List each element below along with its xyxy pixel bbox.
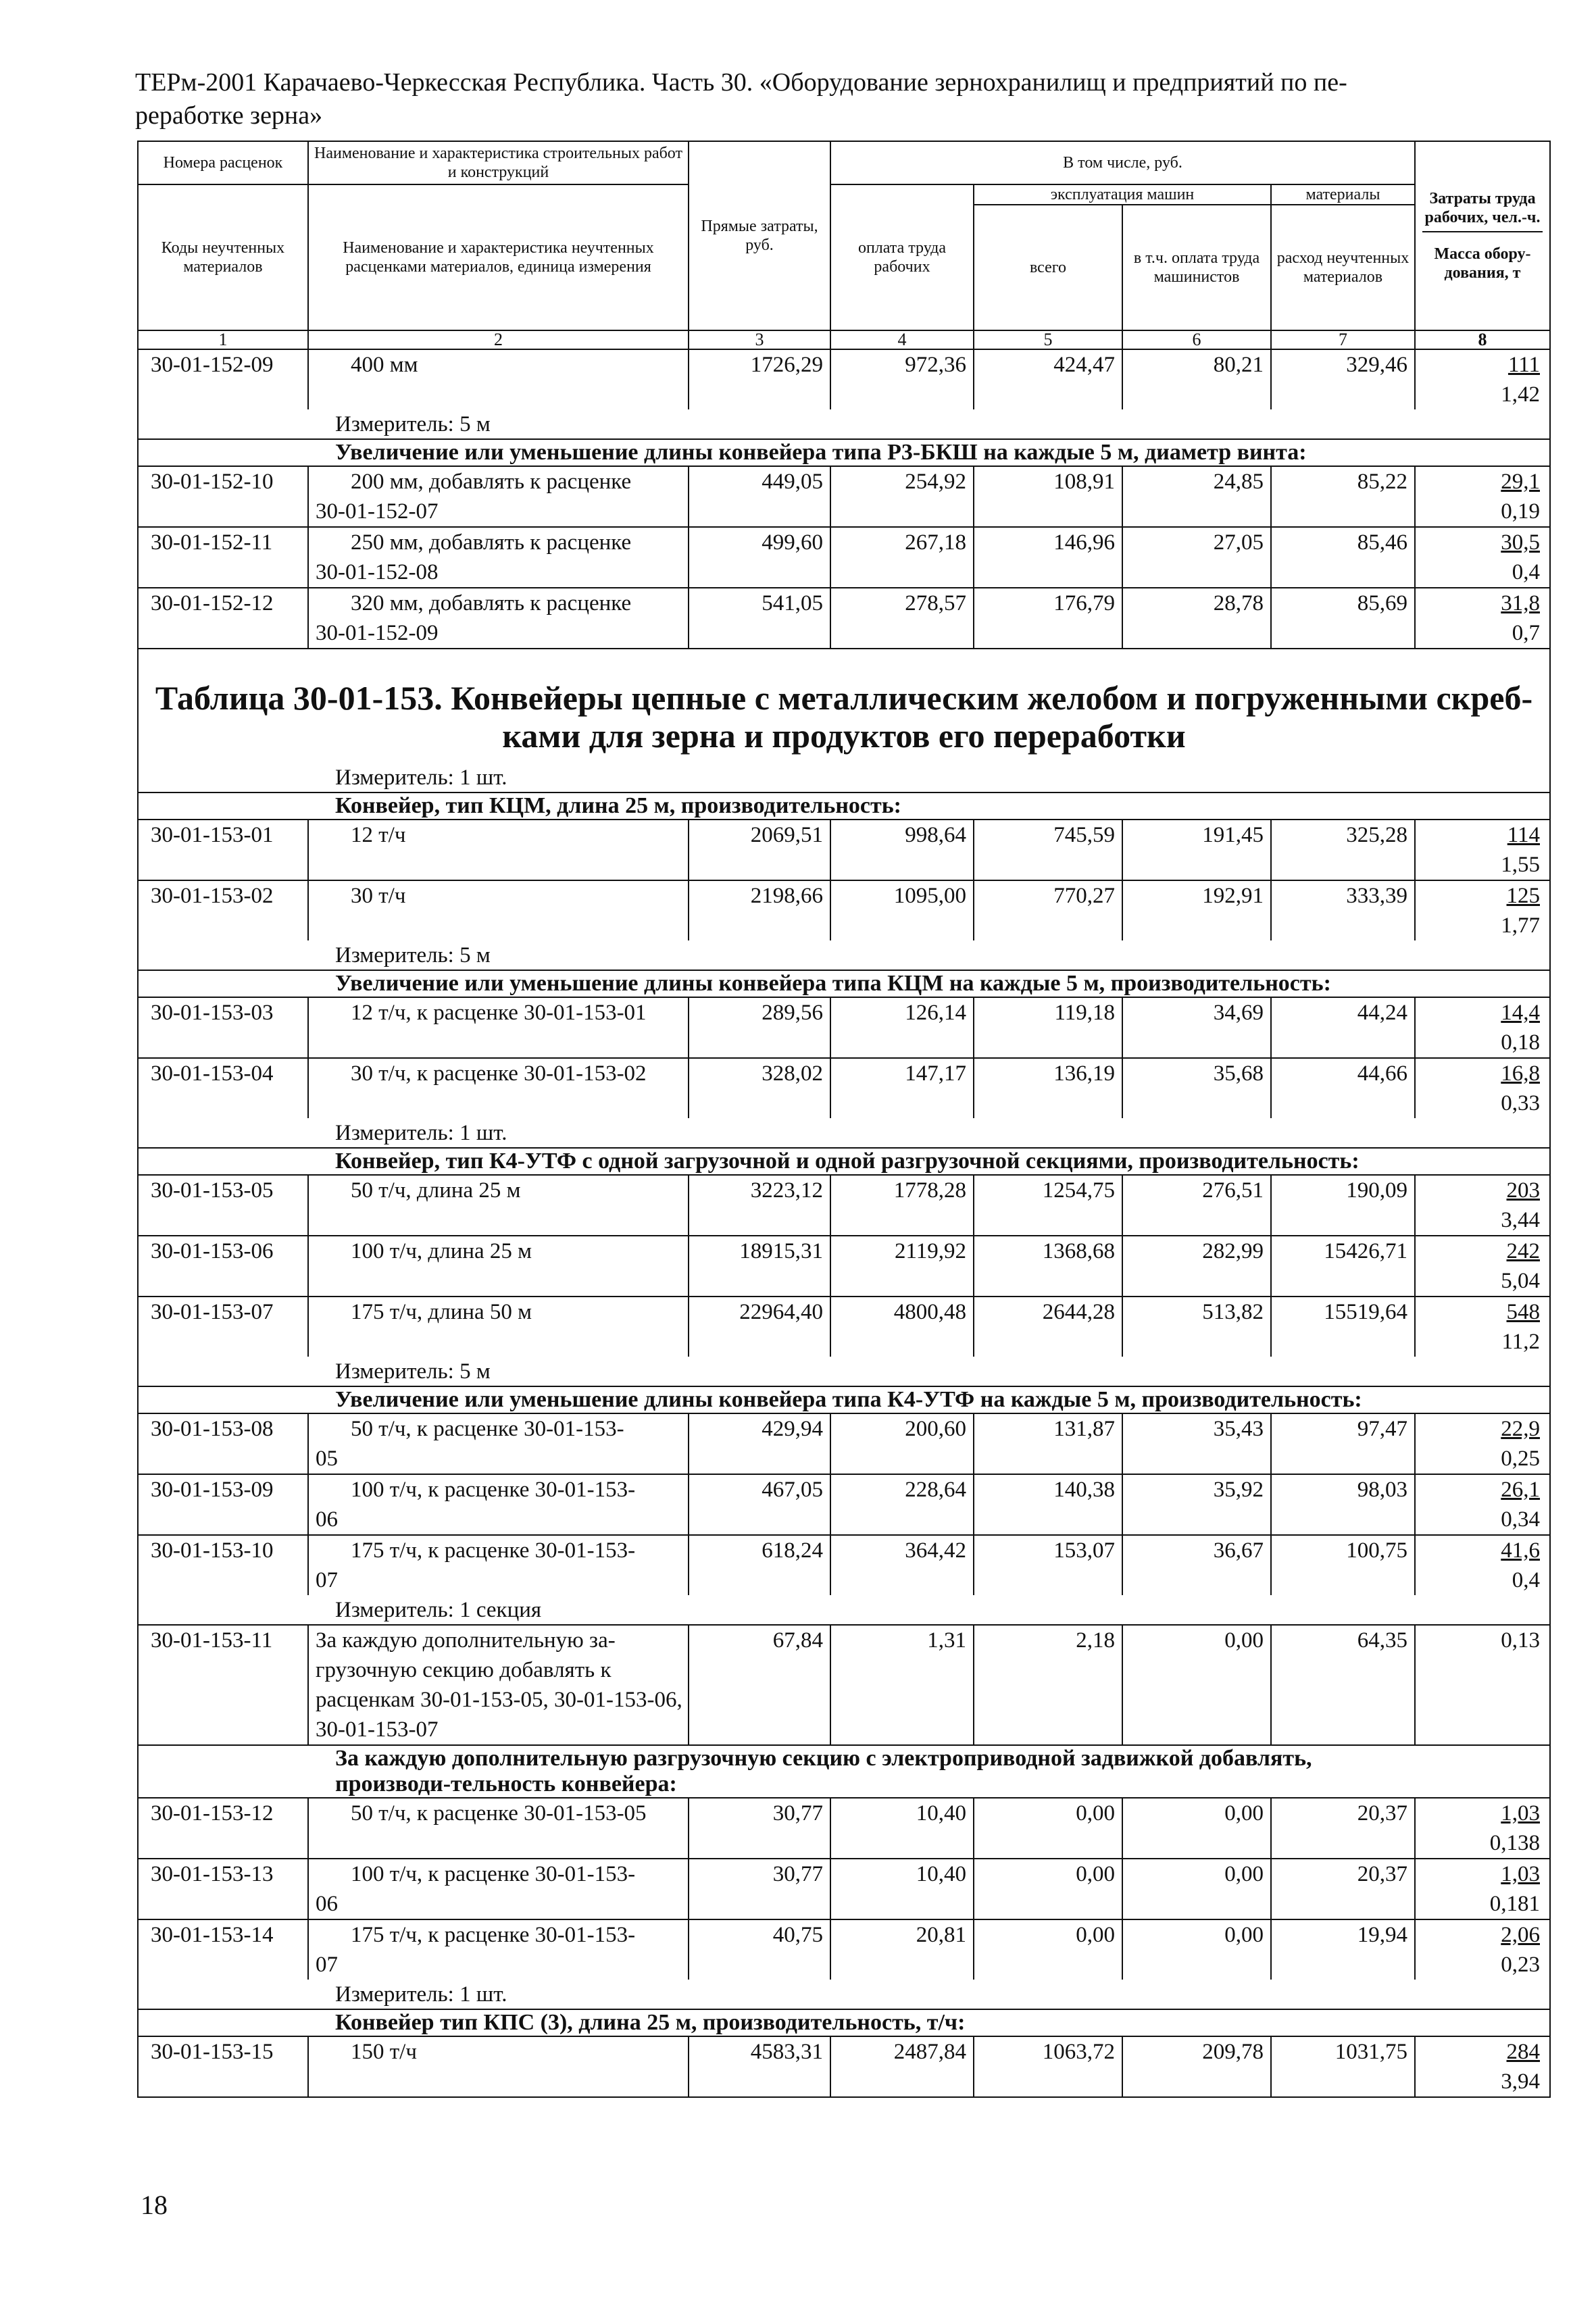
direct-costs: 30,77 [689,1798,830,1859]
rate-name-line-2: 30-01-152-09 [316,621,439,645]
materials-cost: 1031,75 [1271,2036,1415,2097]
labor-mass [1415,1175,1550,1236]
machinist-wages: 35,43 [1122,1413,1271,1474]
rate-name [308,1236,689,1297]
labor-value: 2,06 [1501,1923,1540,1947]
worker-wages: 126,14 [830,997,974,1058]
worker-wages: 254,92 [830,466,974,527]
header-line-2: реработке зерна» [135,101,323,130]
direct-costs: 328,02 [689,1058,830,1118]
col-incl: В том числе, руб. [830,141,1415,184]
machines-total: 745,59 [974,820,1122,880]
materials-cost: 333,39 [1271,880,1415,940]
rate-row [138,1859,1550,1919]
rate-name [308,1175,689,1236]
rate-row [138,1535,1550,1595]
col-codes-top: Номера расценок [138,141,308,184]
col-number-5: 5 [974,330,1122,349]
group-header-row [138,970,1550,997]
page-number: 18 [141,2190,168,2220]
labor-mass [1415,1919,1550,1980]
group-header-row [138,439,1550,466]
rate-name-line-2: 07 [316,1568,338,1592]
col-machines: эксплуатация машин [974,184,1271,205]
mass-value: 0,4 [1512,1568,1540,1592]
labor-mass [1415,466,1550,527]
group-header: Увеличение или уменьшение длины конвейера типа КЦМ на каждые 5 м, производительность: [308,970,1415,997]
labor-value: 16,8 [1501,1061,1540,1086]
labor-value: 548 [1506,1300,1540,1324]
labor-value: 242 [1506,1239,1540,1263]
rate-row [138,1625,1550,1745]
materials-cost: 44,24 [1271,997,1415,1058]
mass-value: 0,4 [1512,560,1540,584]
worker-wages: 278,57 [830,588,974,649]
materials-cost: 20,37 [1271,1798,1415,1859]
direct-costs: 467,05 [689,1474,830,1535]
col-labor: Затраты труда рабочих, чел.-ч. [1422,189,1543,232]
worker-wages: 2119,92 [830,1236,974,1297]
col-machines-total: всего [974,205,1122,330]
rate-name [308,1535,689,1595]
measure-label: Измеритель: 1 секция [335,1597,542,1622]
machinist-wages: 34,69 [1122,997,1271,1058]
col-number-2: 2 [308,330,689,349]
mass-value: 11,2 [1501,1330,1540,1354]
col-name-bottom: Наименование и характеристика неучтенных расценками материалов, единица измерения [308,184,689,330]
group-header-row [138,1148,1550,1175]
machinist-wages: 35,92 [1122,1474,1271,1535]
rate-row [138,349,1550,409]
rate-name-line-2: 30-01-152-08 [316,560,439,584]
measure-label: Измеритель: 5 м [335,411,491,436]
rate-name [308,2036,689,2097]
group-header: Конвейер, тип КЦМ, длина 25 м, производительность: [308,793,1415,820]
materials-cost: 85,69 [1271,588,1415,649]
worker-wages: 1778,28 [830,1175,974,1236]
rate-code: 30-01-153-06 [138,1236,308,1297]
col-direct: Прямые затраты, руб. [689,141,830,330]
rate-code: 30-01-153-13 [138,1859,308,1919]
col-number-7: 7 [1271,330,1415,349]
rate-row [138,1919,1550,1980]
machines-total: 140,38 [974,1474,1122,1535]
worker-wages: 1095,00 [830,880,974,940]
worker-wages: 10,40 [830,1859,974,1919]
labor-value: 1,03 [1501,1862,1540,1886]
col-materials-unaccounted: расход неучтенных материалов [1271,205,1415,330]
rate-code: 30-01-153-11 [138,1625,308,1745]
worker-wages: 20,81 [830,1919,974,1980]
mass-value: 3,94 [1501,2069,1540,2094]
measure-label: Измеритель: 5 м [335,1359,491,1384]
machines-total: 108,91 [974,466,1122,527]
rate-code: 30-01-153-02 [138,880,308,940]
direct-costs: 1726,29 [689,349,830,409]
rate-name-line-1: 250 мм, добавлять к расценке [351,530,632,555]
rate-name-line-2: 06 [316,1892,338,1916]
machinist-wages: 0,00 [1122,1798,1271,1859]
labor-value: 125 [1506,884,1540,908]
rate-name-line-1: 400 мм [351,353,418,377]
worker-wages: 2487,84 [830,2036,974,2097]
rate-name-line-1: 175 т/ч, к расценке 30-01-153- [351,1538,636,1563]
col-number-8: 8 [1415,330,1550,349]
rate-name [308,1474,689,1535]
rate-name-line-1: 320 мм, добавлять к расценке [351,591,632,615]
direct-costs: 22964,40 [689,1297,830,1357]
rate-code: 30-01-153-04 [138,1058,308,1118]
materials-cost: 85,46 [1271,527,1415,588]
rate-name [308,820,689,880]
rate-row [138,1058,1550,1118]
measure-label: Измеритель: 5 м [335,942,491,967]
labor-mass [1415,1798,1550,1859]
header-line-1: ТЕРм-2001 Карачаево-Черкесская Республика. Часть 30. «Оборудование зернохранилищ и предприятий по пе- [135,68,1347,97]
rate-code: 30-01-153-12 [138,1798,308,1859]
mass-value: 1,42 [1501,382,1540,407]
measure-label: Измеритель: 1 шт. [335,1120,507,1145]
measure-label: Измеритель: 1 шт. [335,1982,507,2007]
labor-mass [1415,880,1550,940]
rate-code: 30-01-153-10 [138,1535,308,1595]
rate-code: 30-01-152-09 [138,349,308,409]
materials-cost: 190,09 [1271,1175,1415,1236]
rate-name-line-1: 175 т/ч, к расценке 30-01-153- [351,1923,636,1947]
mass-value: 0,181 [1489,1892,1540,1916]
rate-row [138,2036,1550,2097]
rate-name [308,349,689,409]
labor-mass [1415,1859,1550,1919]
rate-code: 30-01-153-03 [138,997,308,1058]
machinist-wages: 28,78 [1122,588,1271,649]
labor-value: 1,03 [1501,1801,1540,1826]
rate-code: 30-01-153-01 [138,820,308,880]
rate-row [138,1236,1550,1297]
rate-row [138,466,1550,527]
measure-row [138,1357,1550,1386]
labor-value: 30,5 [1501,530,1540,555]
worker-wages: 228,64 [830,1474,974,1535]
materials-cost: 100,75 [1271,1535,1415,1595]
labor-mass [1415,1297,1550,1357]
machines-total: 770,27 [974,880,1122,940]
labor-mass [1415,820,1550,880]
direct-costs: 40,75 [689,1919,830,1980]
rate-name [308,1297,689,1357]
rate-name-line-1: 100 т/ч, к расценке 30-01-153- [351,1862,636,1886]
page-header [135,66,1480,132]
direct-costs: 4583,31 [689,2036,830,2097]
materials-cost: 15519,64 [1271,1297,1415,1357]
rate-name-line-1: 30 т/ч [351,884,406,908]
materials-cost: 97,47 [1271,1413,1415,1474]
rate-row [138,880,1550,940]
rate-row [138,1413,1550,1474]
col-number-6: 6 [1122,330,1271,349]
worker-wages: 1,31 [830,1625,974,1745]
direct-costs: 30,77 [689,1859,830,1919]
machines-total: 1063,72 [974,2036,1122,2097]
mass-value: 0,23 [1501,1953,1540,1977]
measure-row [138,1980,1550,2009]
col-materials: материалы [1271,184,1415,205]
rate-row [138,820,1550,880]
machinist-wages: 27,05 [1122,527,1271,588]
rate-name [308,880,689,940]
materials-cost: 64,35 [1271,1625,1415,1745]
rate-code: 30-01-153-15 [138,2036,308,2097]
rate-name [308,588,689,649]
mass-value: 3,44 [1501,1208,1540,1232]
rate-name [308,997,689,1058]
materials-cost: 19,94 [1271,1919,1415,1980]
col-labor-mass [1415,141,1550,330]
labor-mass [1415,1413,1550,1474]
measure-row [138,1118,1550,1148]
labor-value: 14,4 [1501,1001,1540,1025]
col-wages: оплата труда рабочих [830,184,974,330]
machines-total: 0,00 [974,1798,1122,1859]
worker-wages: 364,42 [830,1535,974,1595]
rate-name [308,1413,689,1474]
rate-name-line-1: 50 т/ч, к расценке 30-01-153-05 [351,1801,647,1826]
direct-costs: 3223,12 [689,1175,830,1236]
direct-costs: 449,05 [689,466,830,527]
labor-mass [1415,997,1550,1058]
machines-total: 2644,28 [974,1297,1122,1357]
rate-name-line-1: 100 т/ч, длина 25 м [351,1239,532,1263]
rate-name-line-2: 07 [316,1953,338,1977]
rate-name-line-1: 50 т/ч, длина 25 м [351,1178,521,1203]
rate-name [308,527,689,588]
direct-costs: 2069,51 [689,820,830,880]
rate-code: 30-01-152-12 [138,588,308,649]
worker-wages: 147,17 [830,1058,974,1118]
machines-total: 153,07 [974,1535,1122,1595]
rate-name [308,466,689,527]
worker-wages: 10,40 [830,1798,974,1859]
machinist-wages: 209,78 [1122,2036,1271,2097]
group-header: Увеличение или уменьшение длины конвейера типа К4-УТФ на каждые 5 м, производительность: [308,1386,1415,1413]
machines-total: 146,96 [974,527,1122,588]
materials-cost: 325,28 [1271,820,1415,880]
rate-name [308,1859,689,1919]
mass-value: 0,7 [1512,621,1540,645]
labor-value: 284 [1506,2040,1540,2064]
labor-value: 26,1 [1501,1478,1540,1502]
labor-mass [1415,527,1550,588]
labor-value: 114 [1507,823,1540,847]
machinist-wages: 0,00 [1122,1625,1271,1745]
worker-wages: 972,36 [830,349,974,409]
col-mass: Масса обору-дования, т [1434,245,1531,282]
rate-name-line-2: 05 [316,1447,338,1471]
rate-code: 30-01-153-09 [138,1474,308,1535]
worker-wages: 998,64 [830,820,974,880]
machinist-wages: 24,85 [1122,466,1271,527]
rate-code: 30-01-152-10 [138,466,308,527]
machinist-wages: 80,21 [1122,349,1271,409]
machines-total: 0,00 [974,1859,1122,1919]
rate-row [138,588,1550,649]
direct-costs: 541,05 [689,588,830,649]
direct-costs: 289,56 [689,997,830,1058]
machines-total: 176,79 [974,588,1122,649]
col-number-4: 4 [830,330,974,349]
labor-mass [1415,1058,1550,1118]
rate-row [138,1175,1550,1236]
measure-label: Измеритель: 1 шт. [335,765,507,790]
labor-value: 203 [1506,1178,1540,1203]
mass-value: 0,34 [1501,1507,1540,1532]
worker-wages: 200,60 [830,1413,974,1474]
group-header: Конвейер, тип К4-УТФ с одной загрузочной и одной разгрузочной секциями, производительность: [308,1148,1415,1175]
direct-costs: 67,84 [689,1625,830,1745]
col-machines-wages: в т.ч. оплата труда машинистов [1122,205,1271,330]
machinist-wages: 513,82 [1122,1297,1271,1357]
rate-row [138,1474,1550,1535]
machinist-wages: 282,99 [1122,1236,1271,1297]
col-name-top: Наименование и характеристика строительных работ и конструкций [308,141,689,184]
rate-name [308,1919,689,1980]
direct-costs: 499,60 [689,527,830,588]
labor-value: 22,9 [1501,1417,1540,1441]
group-header-row [138,793,1550,820]
direct-costs: 18915,31 [689,1236,830,1297]
rate-name-line-1: 50 т/ч, к расценке 30-01-153- [351,1417,624,1441]
machinist-wages: 0,00 [1122,1859,1271,1919]
rate-name-line-2: 30-01-152-07 [316,499,439,524]
materials-cost: 20,37 [1271,1859,1415,1919]
mass-value: 1,77 [1501,913,1540,938]
labor-mass [1415,1236,1550,1297]
labor-mass [1415,1535,1550,1595]
labor-value: 31,8 [1501,591,1540,615]
measure-row [138,763,1550,793]
rate-name-line-1: 30 т/ч, к расценке 30-01-153-02 [351,1061,647,1086]
direct-costs: 2198,66 [689,880,830,940]
measure-row [138,940,1550,970]
col-number-1: 1 [138,330,308,349]
table-header [138,141,1550,349]
labor-value: 29,1 [1501,470,1540,494]
machinist-wages: 35,68 [1122,1058,1271,1118]
rate-name-line-1: 12 т/ч, к расценке 30-01-153-01 [351,1001,647,1025]
direct-costs: 618,24 [689,1535,830,1595]
labor-value: 0,13 [1415,1625,1550,1745]
rate-code: 30-01-152-11 [138,527,308,588]
labor-value: 41,6 [1501,1538,1540,1563]
col-codes-bottom: Коды неучтенных материалов [138,184,308,330]
machines-total: 119,18 [974,997,1122,1058]
rate-name [308,1798,689,1859]
rate-row [138,1297,1550,1357]
rates-table-wrapper [137,141,1549,2098]
machines-total: 0,00 [974,1919,1122,1980]
group-header-row [138,2009,1550,2036]
materials-cost: 85,22 [1271,466,1415,527]
group-header-row [138,1745,1550,1798]
group-header: За каждую дополнительную разгрузочную секцию с электроприводной задвижкой добавлять, производи-тельность конвейера: [308,1745,1415,1798]
labor-value: 111 [1507,353,1540,377]
mass-value: 0,18 [1501,1030,1540,1055]
machines-total: 424,47 [974,349,1122,409]
materials-cost: 44,66 [1271,1058,1415,1118]
labor-mass [1415,588,1550,649]
rate-name-line-1: 200 мм, добавлять к расценке [351,470,632,494]
rate-row [138,527,1550,588]
rate-row [138,1798,1550,1859]
mass-value: 0,138 [1489,1831,1540,1855]
labor-mass [1415,349,1550,409]
table-title-row [138,649,1550,763]
mass-value: 0,19 [1501,499,1540,524]
mass-value: 5,04 [1501,1269,1540,1293]
rate-code: 30-01-153-07 [138,1297,308,1357]
machinist-wages: 36,67 [1122,1535,1271,1595]
machinist-wages: 0,00 [1122,1919,1271,1980]
mass-value: 1,55 [1501,853,1540,877]
table-title: Таблица 30-01-153. Конвейеры цепные с металлическим желобом и погруженными скреб-ками для зерна и продуктов его переработки [138,649,1550,763]
rate-name-line-1: 100 т/ч, к расценке 30-01-153- [351,1478,636,1502]
group-header-row [138,1386,1550,1413]
machines-total: 136,19 [974,1058,1122,1118]
machinist-wages: 192,91 [1122,880,1271,940]
machines-total: 1254,75 [974,1175,1122,1236]
rate-code: 30-01-153-08 [138,1413,308,1474]
group-header: Конвейер тип КПС (3), длина 25 м, производительность, т/ч: [308,2009,1415,2036]
group-header: Увеличение или уменьшение длины конвейера типа Р3-БКШ на каждые 5 м, диаметр винта: [308,439,1415,466]
materials-cost: 329,46 [1271,349,1415,409]
labor-mass [1415,2036,1550,2097]
mass-value: 0,25 [1501,1447,1540,1471]
measure-row [138,409,1550,439]
rate-code: 30-01-153-14 [138,1919,308,1980]
rate-code: 30-01-153-05 [138,1175,308,1236]
measure-row [138,1595,1550,1625]
labor-mass [1415,1474,1550,1535]
rate-name-line-2: 06 [316,1507,338,1532]
rate-name-line-1: 175 т/ч, длина 50 м [351,1300,532,1324]
rate-name-line-1: 150 т/ч [351,2040,417,2064]
worker-wages: 267,18 [830,527,974,588]
materials-cost: 98,03 [1271,1474,1415,1535]
machines-total: 2,18 [974,1625,1122,1745]
machinist-wages: 191,45 [1122,820,1271,880]
rate-name: За каждую дополнительную за-грузочную секцию добавлять к расценкам 30-01-153-05, 30-01-153-06, 30-01-153-07 [308,1625,689,1745]
col-number-3: 3 [689,330,830,349]
rate-name-line-1: 12 т/ч [351,823,406,847]
machines-total: 131,87 [974,1413,1122,1474]
rate-row [138,997,1550,1058]
machines-total: 1368,68 [974,1236,1122,1297]
worker-wages: 4800,48 [830,1297,974,1357]
materials-cost: 15426,71 [1271,1236,1415,1297]
rate-name [308,1058,689,1118]
direct-costs: 429,94 [689,1413,830,1474]
mass-value: 0,33 [1501,1091,1540,1115]
rates-table [137,141,1551,2098]
machinist-wages: 276,51 [1122,1175,1271,1236]
